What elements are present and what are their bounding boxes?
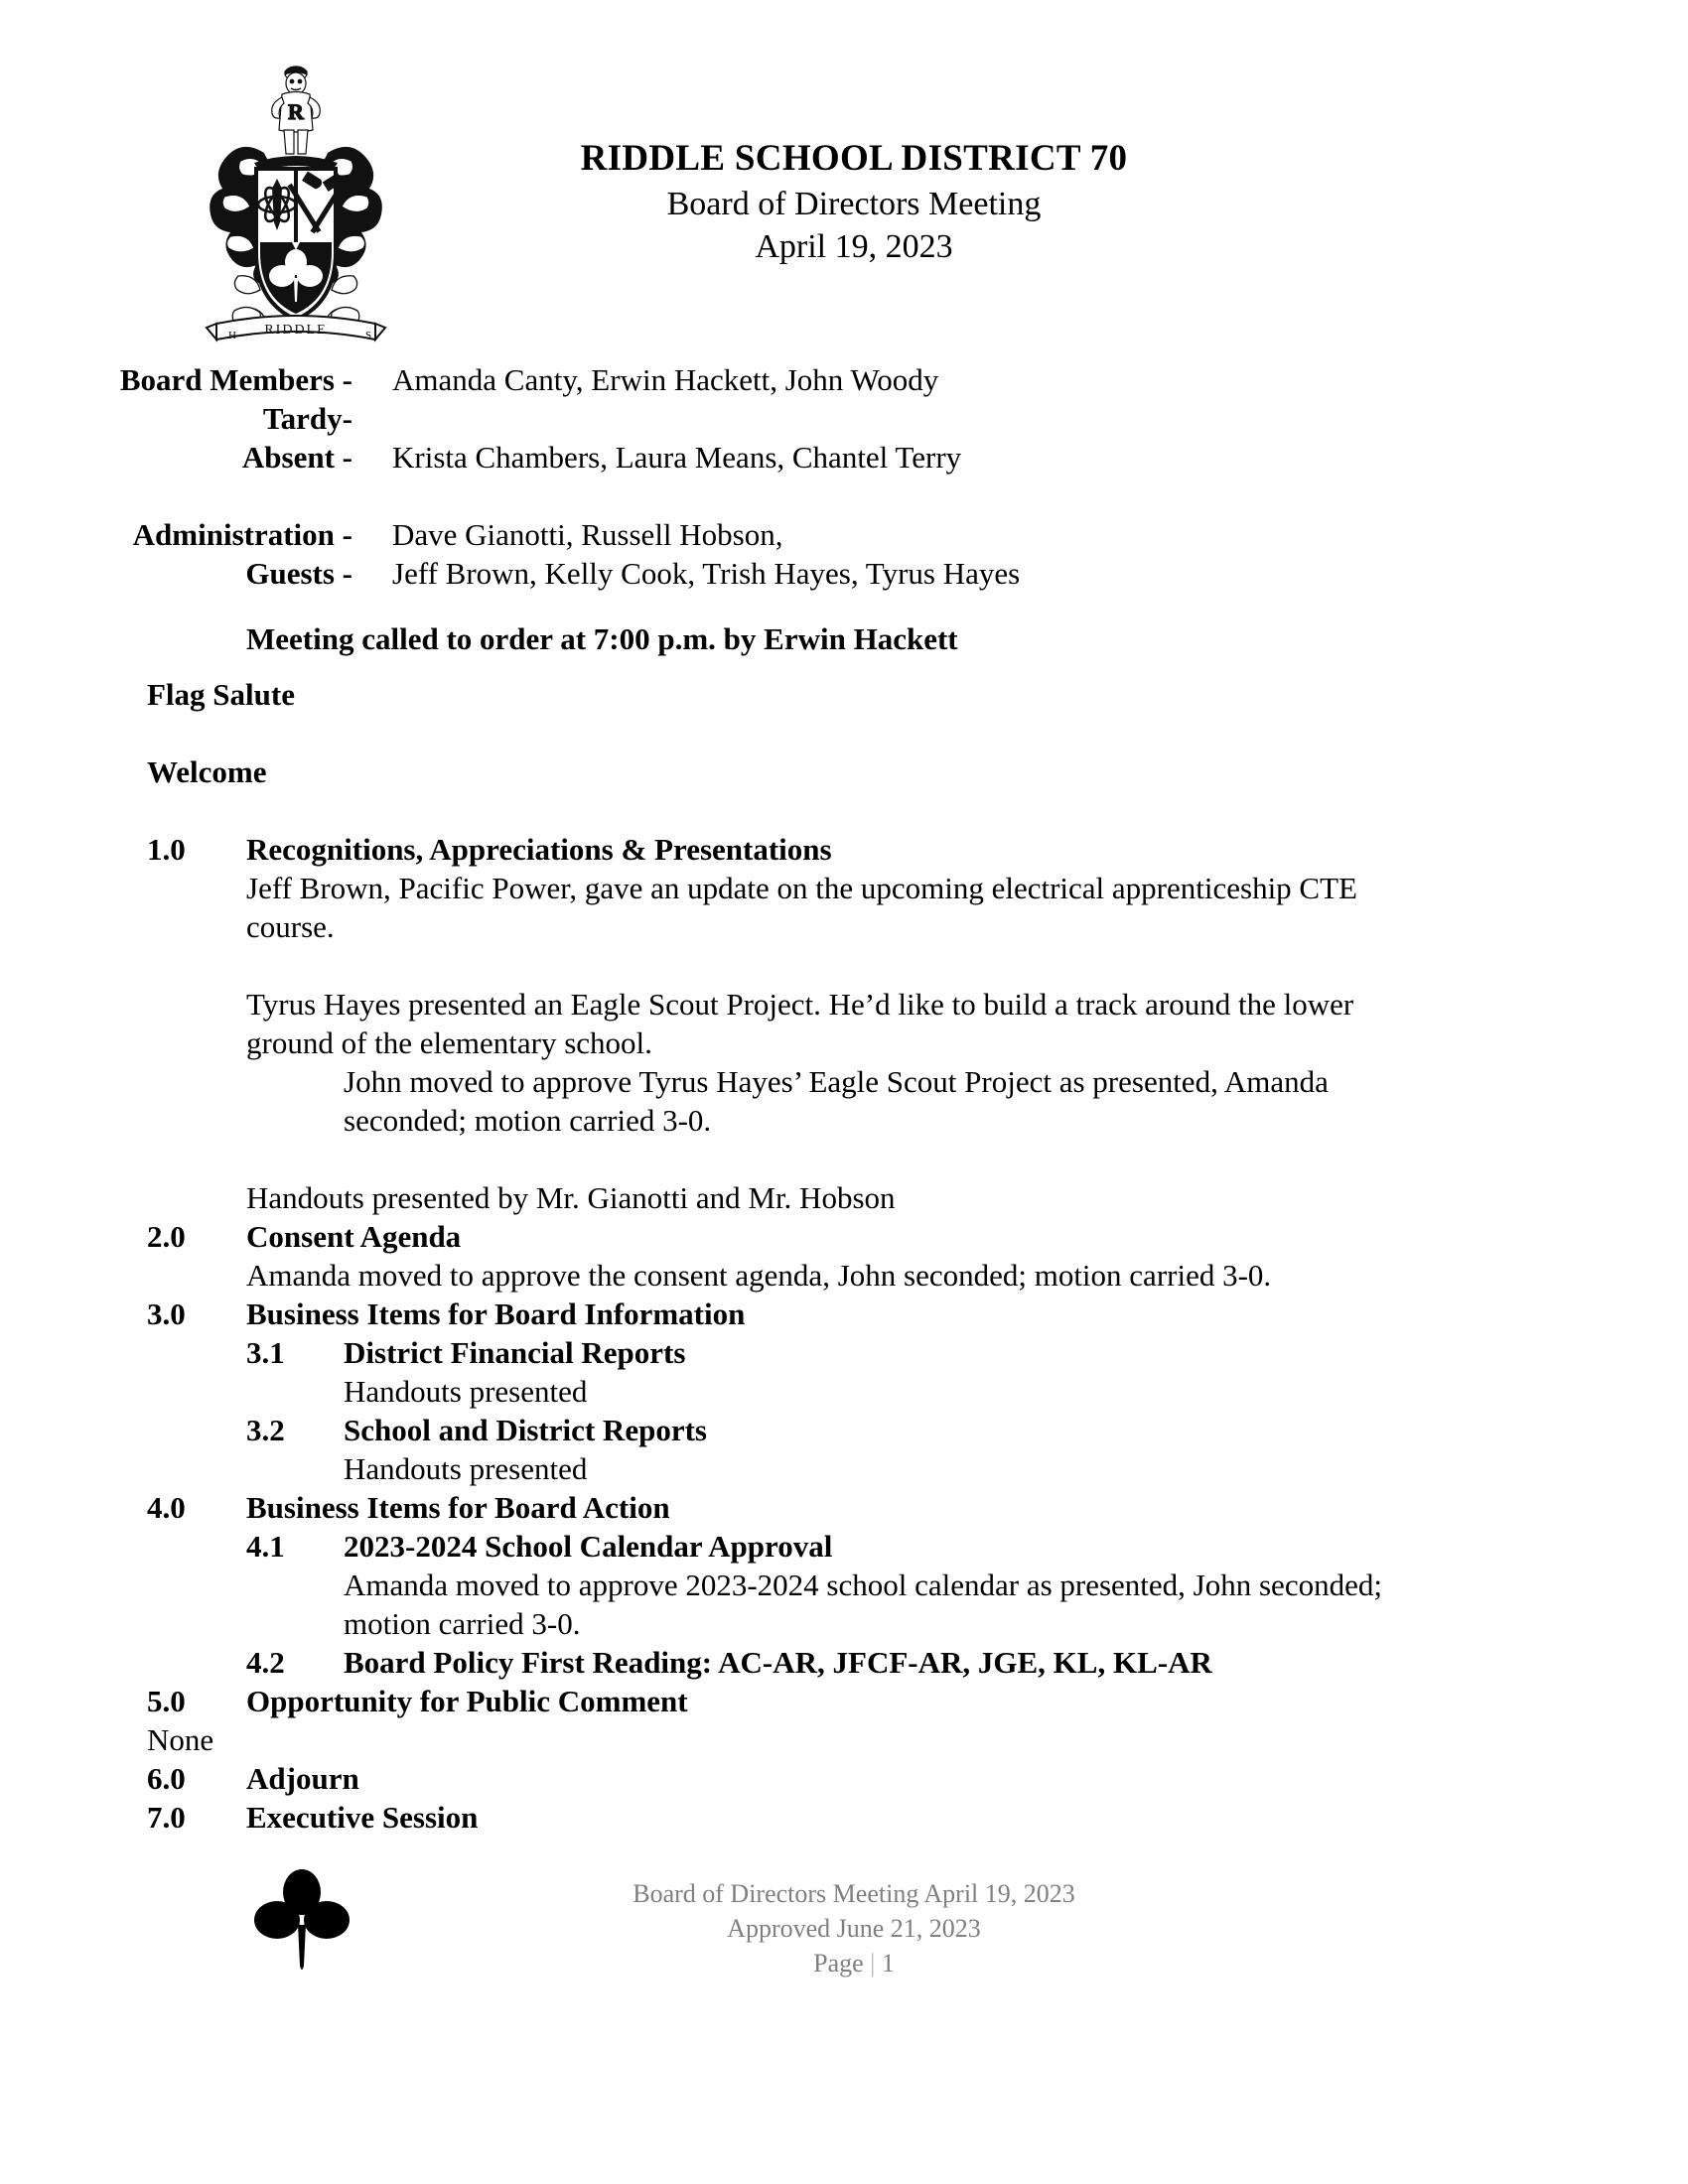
attendance-row-guests [0,556,1688,595]
body-spacer [0,714,1688,752]
attendance-value: Amanda Canty, Erwin Hackett, John Woody [392,362,939,397]
attendance-row-tardy [0,401,1688,440]
agenda-item-number: 5.0 [147,1684,186,1718]
riddle-school-crest-icon [177,58,415,345]
body-spacer [0,791,1688,830]
attendance-label: Tardy- [262,401,352,436]
agenda-item-title: Executive Session [246,1800,479,1835]
agenda-item-title: Opportunity for Public Comment [246,1684,688,1718]
agenda-item-4 [0,1488,1688,1527]
agenda-item-4-1-motion: Amanda moved to approve 2023-2024 school calendar as presented, John seconded; motion carried 3-0. [344,1568,1382,1641]
footer-page-label: Page [813,1949,864,1978]
agenda-item-title: Business Items for Board Action [246,1490,670,1525]
attendance-spacer [0,478,1688,517]
agenda-item-3-2 [0,1411,1688,1449]
footer-page-line [427,1946,1281,1980]
agenda-item-6 [0,1759,1688,1798]
agenda-item-4-1 [0,1527,1688,1566]
agenda-item-1-motion: John moved to approve Tyrus Hayes’ Eagle Scout Project as presented, Amanda seconded; motion carried 3-0. [344,1064,1329,1138]
document-footer [0,1846,1688,2025]
agenda-subitem-number: 4.2 [246,1645,285,1680]
attendance-label: Absent - [241,440,352,475]
agenda-item-number: 4.0 [147,1490,186,1525]
minutes-body [0,675,1688,1837]
attendance-value: Krista Chambers, Laura Means, Chantel Terry [392,440,962,475]
document-title: RIDDLE SCHOOL DISTRICT 70 [580,138,1128,179]
section-welcome: Welcome [147,754,267,789]
shamrock-icon [252,1868,352,1978]
attendance-value: Dave Gianotti, Russell Hobson, [392,517,783,552]
agenda-item-title: Business Items for Board Information [246,1297,746,1331]
document-header [0,40,1688,341]
agenda-item-3-1 [0,1333,1688,1372]
agenda-item-7 [0,1798,1688,1837]
crest-banner-left: H [228,330,236,341]
agenda-subitem-title: Board Policy First Reading: AC-AR, JFCF-AR, JGE, KL, KL-AR [344,1645,1212,1680]
agenda-subitem-number: 4.1 [246,1529,285,1564]
footer-approved-line: Approved June 21, 2023 [727,1914,981,1943]
agenda-item-1-paragraph-2: Tyrus Hayes presented an Eagle Scout Project. He’d like to build a track around the lower ground of the elementary school. [246,987,1354,1060]
agenda-subitem-title: District Financial Reports [344,1335,686,1370]
crest-banner-center: RIDDLE [264,323,328,338]
body-spacer [0,1140,1688,1178]
attendance-label: Administration - [132,517,352,552]
footer-page-separator: | [870,1949,876,1978]
agenda-item-number: 7.0 [147,1800,186,1835]
agenda-item-number: 1.0 [147,832,186,867]
document-date: April 19, 2023 [755,228,953,266]
agenda-item-5 [0,1682,1688,1720]
agenda-item-2-motion: Amanda moved to approve the consent agenda, John seconded; motion carried 3-0. [246,1258,1272,1293]
section-flag-salute: Flag Salute [147,677,295,712]
attendance-block [0,362,1688,595]
agenda-item-title: Consent Agenda [246,1219,462,1254]
agenda-item-2 [0,1217,1688,1256]
agenda-item-5-note: None [147,1722,214,1757]
agenda-item-number: 2.0 [147,1219,186,1254]
called-to-order-line: Meeting called to order at 7:00 p.m. by Erwin Hackett [246,621,958,656]
agenda-item-1-handouts: Handouts presented by Mr. Gianotti and Mr. Hobson [246,1180,896,1215]
attendance-label: Board Members - [119,362,352,397]
agenda-subitem-number: 3.1 [246,1335,285,1370]
attendance-row-absent [0,440,1688,478]
attendance-label: Guests - [245,556,352,591]
agenda-item-1-paragraph-1: Jeff Brown, Pacific Power, gave an update on the upcoming electrical apprenticeship CTE course. [246,871,1357,944]
svg-text:R: R [288,99,304,124]
attendance-row-administration [0,517,1688,556]
agenda-item-1 [0,830,1688,869]
agenda-subitem-number: 3.2 [246,1413,285,1447]
agenda-item-3-1-note: Handouts presented [344,1374,588,1409]
agenda-item-3-2-note: Handouts presented [344,1451,588,1486]
agenda-item-3 [0,1295,1688,1333]
attendance-row-board-members [0,362,1688,401]
agenda-item-4-2 [0,1643,1688,1682]
agenda-item-number: 3.0 [147,1297,186,1331]
crest-banner-right: S [365,330,372,341]
agenda-subitem-title: School and District Reports [344,1413,707,1447]
title-block [427,137,1281,269]
footer-meeting-line: Board of Directors Meeting April 19, 2023 [633,1879,1075,1908]
footer-text-block [427,1876,1281,1980]
attendance-value: Jeff Brown, Kelly Cook, Trish Hayes, Tyrus Hayes [392,556,1021,591]
agenda-subitem-title: 2023-2024 School Calendar Approval [344,1529,833,1564]
agenda-item-number: 6.0 [147,1761,186,1796]
body-spacer [0,946,1688,985]
agenda-item-title: Recognitions, Appreciations & Presentations [246,832,832,867]
agenda-item-title: Adjourn [246,1761,359,1796]
document-subtitle: Board of Directors Meeting [666,185,1042,222]
footer-page-number: 1 [881,1949,895,1978]
